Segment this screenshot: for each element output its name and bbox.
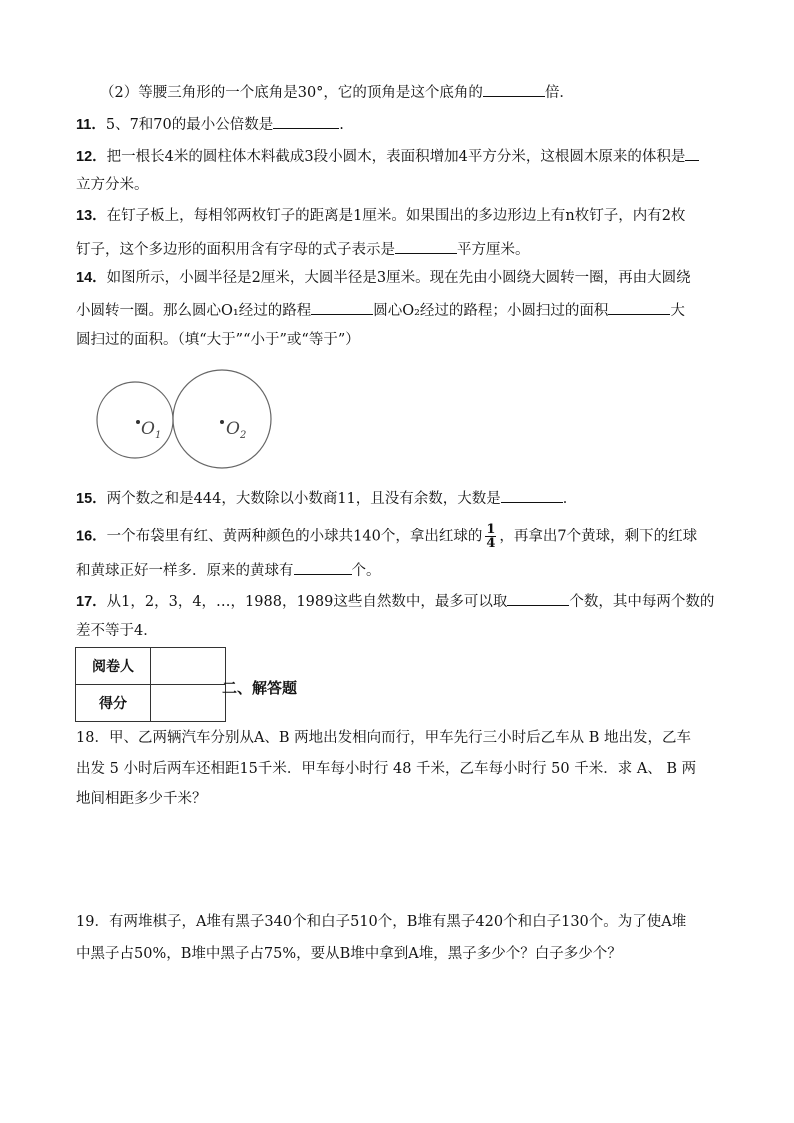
question-15: 15．两个数之和是444，大数除以小数商11，且没有余数，大数是 ． xyxy=(76,488,577,509)
answer-blank[interactable] xyxy=(273,114,339,129)
question-18-line-1: 18．甲、乙两辆汽车分别从A、B 两地出发相向而行，甲车先行三小时后乙车从 B 地出发，乙车 xyxy=(76,730,692,746)
reviewer-label: 阅卷人 xyxy=(76,648,151,685)
question-17-line-2: 差不等于4． xyxy=(76,623,158,639)
question-13-line-2: 钉子，这个多边形的面积用含有字母的式子表示是 平方厘米。 xyxy=(76,239,530,260)
question-18-line-3: 地间相距多少千米？ xyxy=(76,791,207,807)
question-18-line-2: 出发 5 小时后两车还相距15千米．甲车每小时行 48 千米，乙车每小时行 50 千米．求 A、 B 两 xyxy=(76,761,697,777)
question-10-part-2: （2）等腰三角形的一个底角是30°，它的顶角是这个底角的 倍． xyxy=(100,82,574,103)
question-14-line-2: 小圆转一圈。那么圆心O₁经过的路程 圆心O₂经过的路程；小圆扫过的面积 大 xyxy=(76,300,685,321)
question-11: 11．5、7和70的最小公倍数是 . xyxy=(76,114,344,135)
small-circle xyxy=(97,382,173,458)
question-19-line-2: 中黑子占50%，B堆中黑子占75%，要从B堆中拿到A堆，黑子多少个？白子多少个？ xyxy=(76,946,622,962)
question-12-line-2: 立方分米。 xyxy=(76,177,149,193)
question-14-line-1: 14．如图所示，小圆半径是2厘米，大圆半径是3厘米。现在先由小圆绕大圆转一圈，再由大圆绕 xyxy=(76,270,691,286)
score-label: 得分 xyxy=(76,685,151,722)
question-14-line-3: 圆扫过的面积。（填“大于”“小于”或“等于”） xyxy=(76,332,360,348)
label-o1: $O_1$ xyxy=(141,419,162,441)
answer-blank[interactable] xyxy=(483,82,545,97)
section-title: 二、解答题 xyxy=(222,679,298,697)
question-16-line-2: 和黄球正好一样多．原来的黄球有 个。 xyxy=(76,560,381,581)
question-16-line-1: 16．一个布袋里有红、黄两种颜色的小球共140个，拿出红球的 $\frac{1}{4}$ ，再拿出7个黄球，剩下的红球 xyxy=(76,522,698,551)
answer-blank[interactable] xyxy=(294,560,352,575)
answer-blank[interactable] xyxy=(501,488,563,503)
question-19-line-1: 19．有两堆棋子，A堆有黑子340个和白子510个，B堆有黑子420个和白子130个。为了使A堆 xyxy=(76,914,687,930)
large-circle xyxy=(173,370,271,468)
question-13-line-1: 13．在钉子板上，每相邻两枚钉子的距离是1厘米。如果围出的多边形边上有n枚钉子，内有2枚 xyxy=(76,208,686,224)
question-17-line-1: 17．从1，2，3，4，…，1988，1989这些自然数中，最多可以取 个数，其中每两个数的 xyxy=(76,591,714,612)
fraction-one-quarter: $\frac{1}{4}$ xyxy=(486,522,496,551)
answer-blank[interactable] xyxy=(507,591,569,606)
answer-blank[interactable] xyxy=(608,300,670,315)
answer-blank[interactable] xyxy=(395,239,457,254)
center-dot-o2 xyxy=(220,420,224,424)
score-cell[interactable] xyxy=(151,685,226,722)
question-12-line-1: 12．把一根长4米的圆柱体木料截成3段小圆木，表面积增加4平方分米，这根圆木原来的体积是 xyxy=(76,146,699,167)
center-dot-o1 xyxy=(136,420,140,424)
reviewer-cell[interactable] xyxy=(151,648,226,685)
answer-blank[interactable] xyxy=(311,300,373,315)
label-o2: $O_2$ xyxy=(226,419,247,441)
tangent-circles-figure xyxy=(95,365,275,470)
answer-blank[interactable] xyxy=(685,146,699,161)
grader-table xyxy=(75,647,226,722)
